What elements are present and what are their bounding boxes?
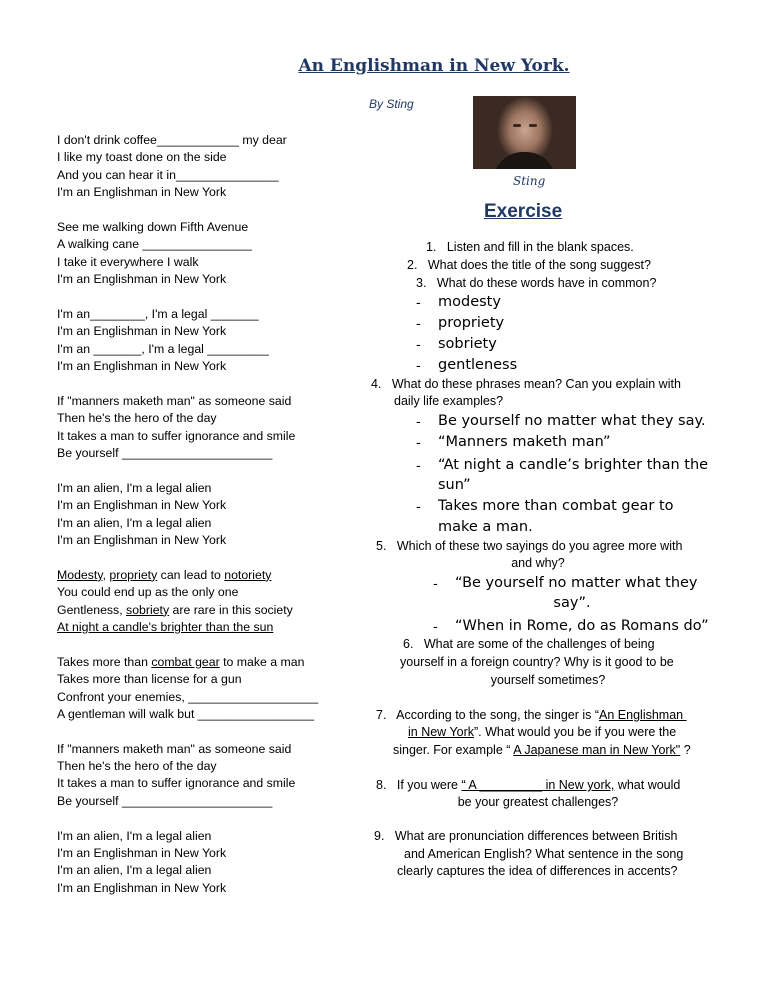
lyric-line: Be yourself ______________________ <box>57 793 273 808</box>
question-6: 6. What are some of the challenges of being <box>403 637 655 651</box>
underlined-word: combat gear <box>151 654 220 669</box>
question-6-cont: yourself in a foreign country? Why is it good to be <box>400 655 674 669</box>
lyric-line: I take it everywhere I walk <box>57 254 199 269</box>
lyric-line: I'm an alien, I'm a legal alien <box>57 480 212 495</box>
q5-option: “When in Rome, do as Romans do” <box>455 618 709 634</box>
bullet-dash: - <box>433 620 438 635</box>
bullet-dash: - <box>416 338 421 353</box>
question-1: 1. Listen and fill in the blank spaces. <box>426 240 634 254</box>
q5-option: “Be yourself no matter what they <box>455 575 698 591</box>
underlined-word: sobriety <box>126 602 170 617</box>
photo-shirt <box>493 152 556 169</box>
lyric-text: Gentleness, <box>57 602 127 617</box>
lyric-line: A walking cane ________________ <box>57 237 252 252</box>
stanza-gap <box>57 289 357 306</box>
photo-eye <box>513 124 521 127</box>
stanza-gap <box>57 636 357 653</box>
lyric-line: Takes more than license for a gun <box>57 672 242 687</box>
bullet-dash: - <box>416 317 421 332</box>
question-7 <box>376 707 687 724</box>
sting-photo <box>473 96 576 169</box>
lyric-text: are rare in this society <box>169 602 293 617</box>
question-5: 5. Which of these two sayings do you agree more with <box>376 539 683 553</box>
q8-text: what would <box>614 778 681 792</box>
question-4-cont: daily life examples? <box>394 394 504 408</box>
stanza-gap <box>57 375 357 392</box>
lyric-line: I'm an Englishman in New York <box>57 324 227 339</box>
bullet-dash: - <box>416 436 421 451</box>
q5-option-cont: say”. <box>553 595 591 611</box>
bullet-dash: - <box>433 577 438 592</box>
exercise-heading: Exercise <box>484 201 563 222</box>
lyric-line: Confront your enemies, ___________________ <box>57 689 319 704</box>
q8-underlined: “ A _________ in New york, <box>461 778 615 792</box>
q4-option: Takes more than combat gear to <box>438 498 674 514</box>
lyrics-column <box>57 132 357 897</box>
question-2: 2. What does the title of the song suggest? <box>407 258 651 272</box>
stanza-gap <box>57 810 357 827</box>
q4-option-cont: make a man. <box>438 519 533 535</box>
underlined-word: notoriety <box>224 567 272 582</box>
q7-underlined: An Englishman <box>599 708 687 722</box>
stanza-gap <box>57 723 357 740</box>
q8-text: 8. If you were <box>376 778 462 792</box>
lyric-line: I'm an alien, I'm a legal alien <box>57 515 212 530</box>
question-4: 4. What do these phrases mean? Can you explain with <box>371 377 681 391</box>
lyric-line <box>57 602 357 619</box>
question-8-cont: be your greatest challenges? <box>457 795 619 809</box>
lyric-line: I'm an Englishman in New York <box>57 498 227 513</box>
lyric-line: At night a candle's brighter than the sun <box>57 619 274 634</box>
question-7-cont <box>393 742 691 759</box>
stanza-gap <box>57 549 357 566</box>
byline: By Sting <box>369 97 414 111</box>
lyric-line: Then he's the hero of the day <box>57 411 217 426</box>
q4-option-cont: sun” <box>438 477 471 493</box>
lyric-line <box>57 567 357 584</box>
q7-text: singer. For example “ <box>393 743 514 757</box>
lyric-line: And you can hear it in_______________ <box>57 167 279 182</box>
lyric-line: I'm an alien, I'm a legal alien <box>57 828 212 843</box>
question-8 <box>376 777 680 794</box>
stanza-gap <box>57 462 357 479</box>
stanza-gap <box>57 202 357 219</box>
q7-text: 7. According to the song, the singer is “ <box>376 708 600 722</box>
page-title: An Englishman in New York. <box>298 56 570 76</box>
bullet-dash: - <box>416 459 421 474</box>
lyric-line <box>57 654 357 671</box>
lyric-text: can lead to <box>157 567 225 582</box>
bullet-dash: - <box>416 500 421 515</box>
lyric-line: It takes a man to suffer ignorance and smile <box>57 776 296 791</box>
lyric-line: I'm an _______, I'm a legal _________ <box>57 341 269 356</box>
q3-option: gentleness <box>438 357 518 373</box>
q4-option: Be yourself no matter what they say. <box>438 413 706 429</box>
question-9-cont: clearly captures the idea of differences in accents? <box>397 864 678 878</box>
lyric-line: I'm an Englishman in New York <box>57 880 227 895</box>
q7-text: ? <box>680 743 691 757</box>
question-9: 9. What are pronunciation differences between British <box>374 829 678 843</box>
q3-option: modesty <box>438 294 501 310</box>
photo-eye <box>529 124 537 127</box>
lyric-line: You could end up as the only one <box>57 585 239 600</box>
lyric-text: Takes more than <box>57 654 152 669</box>
q7-text: ”. What would you be if you were the <box>474 725 677 739</box>
lyric-line: I'm an alien, I'm a legal alien <box>57 863 212 878</box>
underlined-word: Modesty <box>57 567 103 582</box>
lyric-text: to make a man <box>219 654 305 669</box>
lyric-text: , <box>102 567 110 582</box>
q7-underlined: in New York <box>408 725 475 739</box>
lyric-line: A gentleman will walk but _________________ <box>57 706 315 721</box>
q4-option: “Manners maketh man” <box>438 434 611 450</box>
question-9-cont: and American English? What sentence in the song <box>404 847 684 861</box>
lyric-line: I don't drink coffee____________ my dear <box>57 133 287 147</box>
photo-caption: Sting <box>513 174 546 188</box>
lyric-line: I'm an Englishman in New York <box>57 359 227 374</box>
lyric-line: I'm an Englishman in New York <box>57 532 227 547</box>
bullet-dash: - <box>416 359 421 374</box>
question-5-cont: and why? <box>511 556 565 570</box>
bullet-dash: - <box>416 296 421 311</box>
lyric-line: See me walking down Fifth Avenue <box>57 219 249 234</box>
q4-option: “At night a candle’s brighter than the <box>438 457 709 473</box>
lyric-line: I like my toast done on the side <box>57 150 227 165</box>
lyric-line: It takes a man to suffer ignorance and smile <box>57 428 296 443</box>
question-7-cont <box>408 724 676 741</box>
question-6-cont: yourself sometimes? <box>490 673 606 687</box>
lyric-line: I'm an Englishman in New York <box>57 272 227 287</box>
question-3: 3. What do these words have in common? <box>416 276 657 290</box>
lyric-line: I'm an Englishman in New York <box>57 846 227 861</box>
q3-option: sobriety <box>438 336 497 352</box>
lyric-line: If "manners maketh man" as someone said <box>57 393 292 408</box>
lyric-line: I'm an Englishman in New York <box>57 185 227 200</box>
bullet-dash: - <box>416 415 421 430</box>
q7-underlined: A Japanese man in New York" <box>513 743 681 757</box>
q3-option: propriety <box>438 315 505 331</box>
lyric-line: Then he's the hero of the day <box>57 759 217 774</box>
underlined-word: propriety <box>109 567 158 582</box>
lyric-line: If "manners maketh man" as someone said <box>57 741 292 756</box>
lyric-line: Be yourself ______________________ <box>57 446 273 461</box>
lyric-line: I'm an________, I'm a legal _______ <box>57 306 259 321</box>
